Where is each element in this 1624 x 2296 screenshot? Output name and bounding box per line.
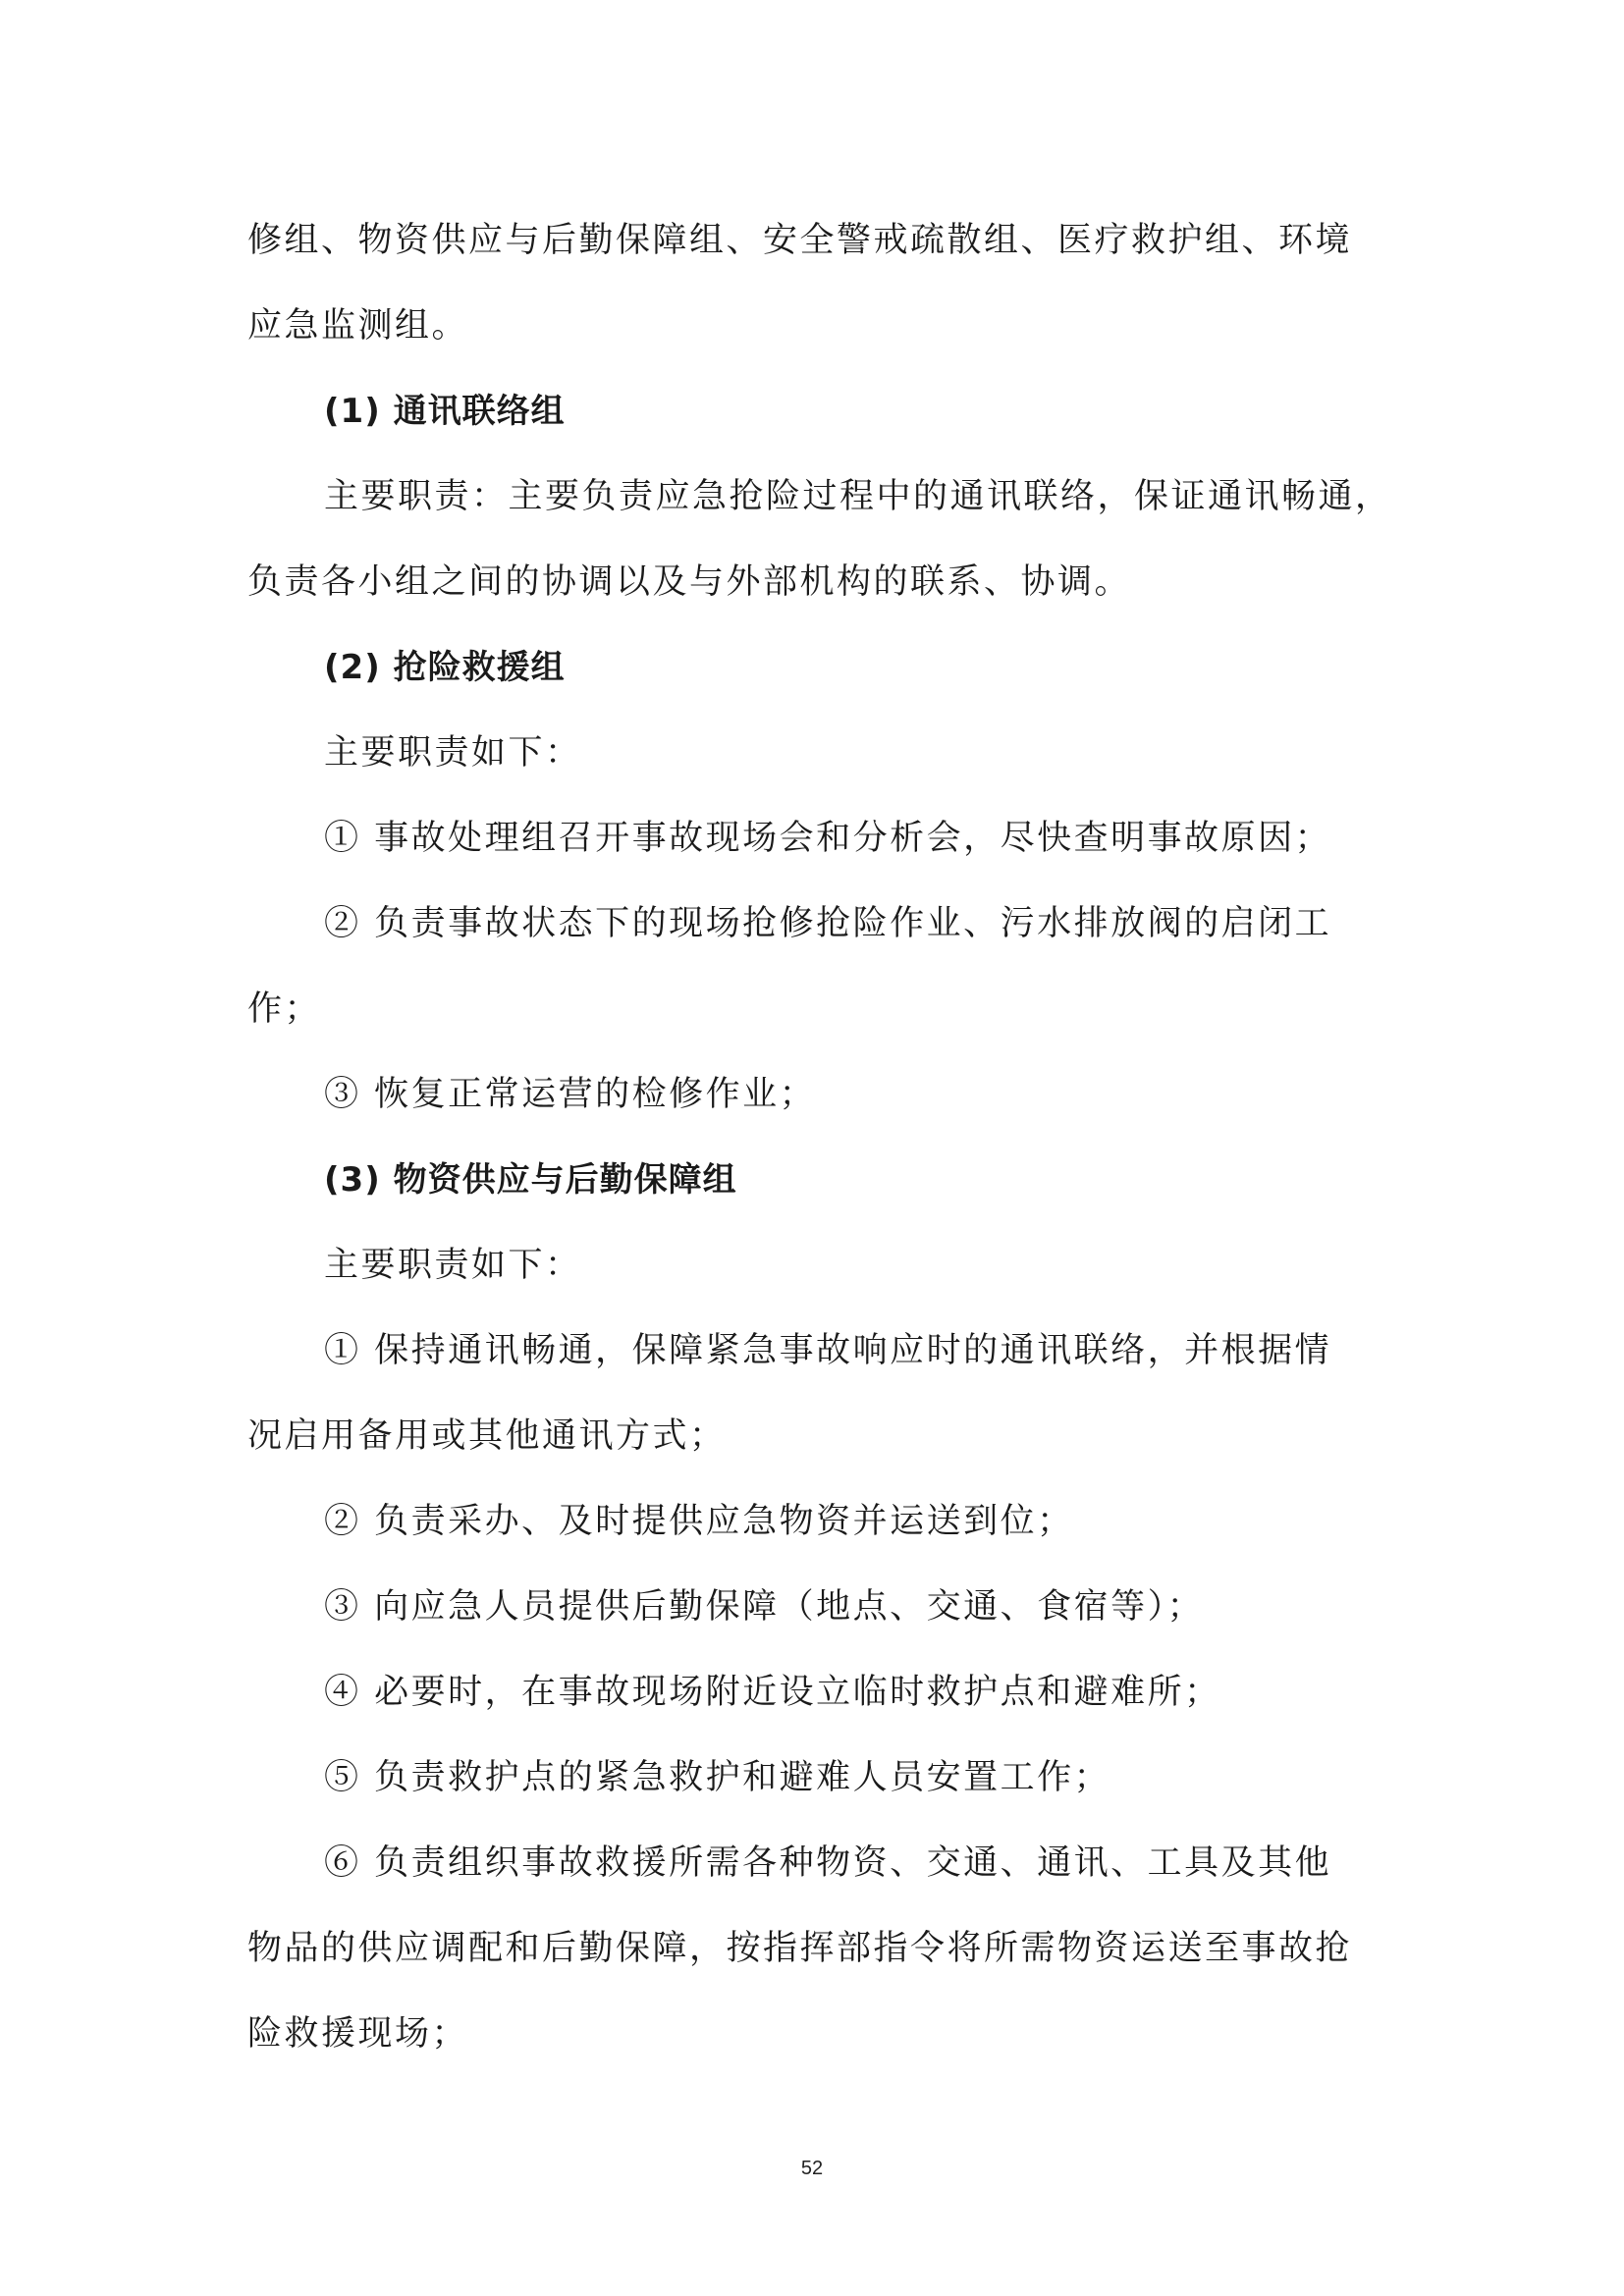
body-text-line: 修组、物资供应与后勤保障组、安全警戒疏散组、医疗救护组、环境 <box>247 221 1353 260</box>
list-item: ③ 向应急人员提供后勤保障（地点、交通、食宿等）； <box>324 1587 1205 1627</box>
list-item: ② 负责采办、及时提供应急物资并运送到位； <box>324 1502 1074 1541</box>
list-item: ① 事故处理组召开事故现场会和分析会，尽快查明事故原因； <box>324 819 1332 858</box>
section-heading-3: (3) 物资供应与后勤保障组 <box>324 1160 737 1200</box>
body-text-line: 险救援现场； <box>247 2014 469 2054</box>
body-text-line: 况启用备用或其他通讯方式； <box>247 1416 727 1456</box>
body-text-line: 主要职责如下： <box>324 733 582 773</box>
list-item: ③ 恢复正常运营的检修作业； <box>324 1075 817 1114</box>
body-text-line: 主要职责：主要负责应急抢险过程中的通讯联络，保证通讯畅通， <box>324 477 1392 516</box>
body-text-line: 负责各小组之间的协调以及与外部机构的联系、协调。 <box>247 562 1132 602</box>
section-heading-2: (2) 抢险救援组 <box>324 648 566 687</box>
list-item: ⑤ 负责救护点的紧急救护和避难人员安置工作； <box>324 1758 1111 1797</box>
body-text-line: 应急监测组。 <box>247 306 469 346</box>
list-item: ⑥ 负责组织事故救援所需各种物资、交通、通讯、工具及其他 <box>324 1843 1332 1883</box>
page-number: 52 <box>800 2158 824 2179</box>
body-text-line: 主要职责如下： <box>324 1246 582 1285</box>
list-item: ① 保持通讯畅通，保障紧急事故响应时的通讯联络，并根据情 <box>324 1331 1332 1370</box>
list-item: ② 负责事故状态下的现场抢修抢险作业、污水排放阀的启闭工 <box>324 904 1332 943</box>
body-text-line: 物品的供应调配和后勤保障，按指挥部指令将所需物资运送至事故抢 <box>247 1929 1353 1968</box>
body-text-line: 作； <box>247 989 322 1029</box>
section-heading-1: (1) 通讯联络组 <box>324 392 566 431</box>
list-item: ④ 必要时，在事故现场附近设立临时救护点和避难所； <box>324 1673 1221 1712</box>
